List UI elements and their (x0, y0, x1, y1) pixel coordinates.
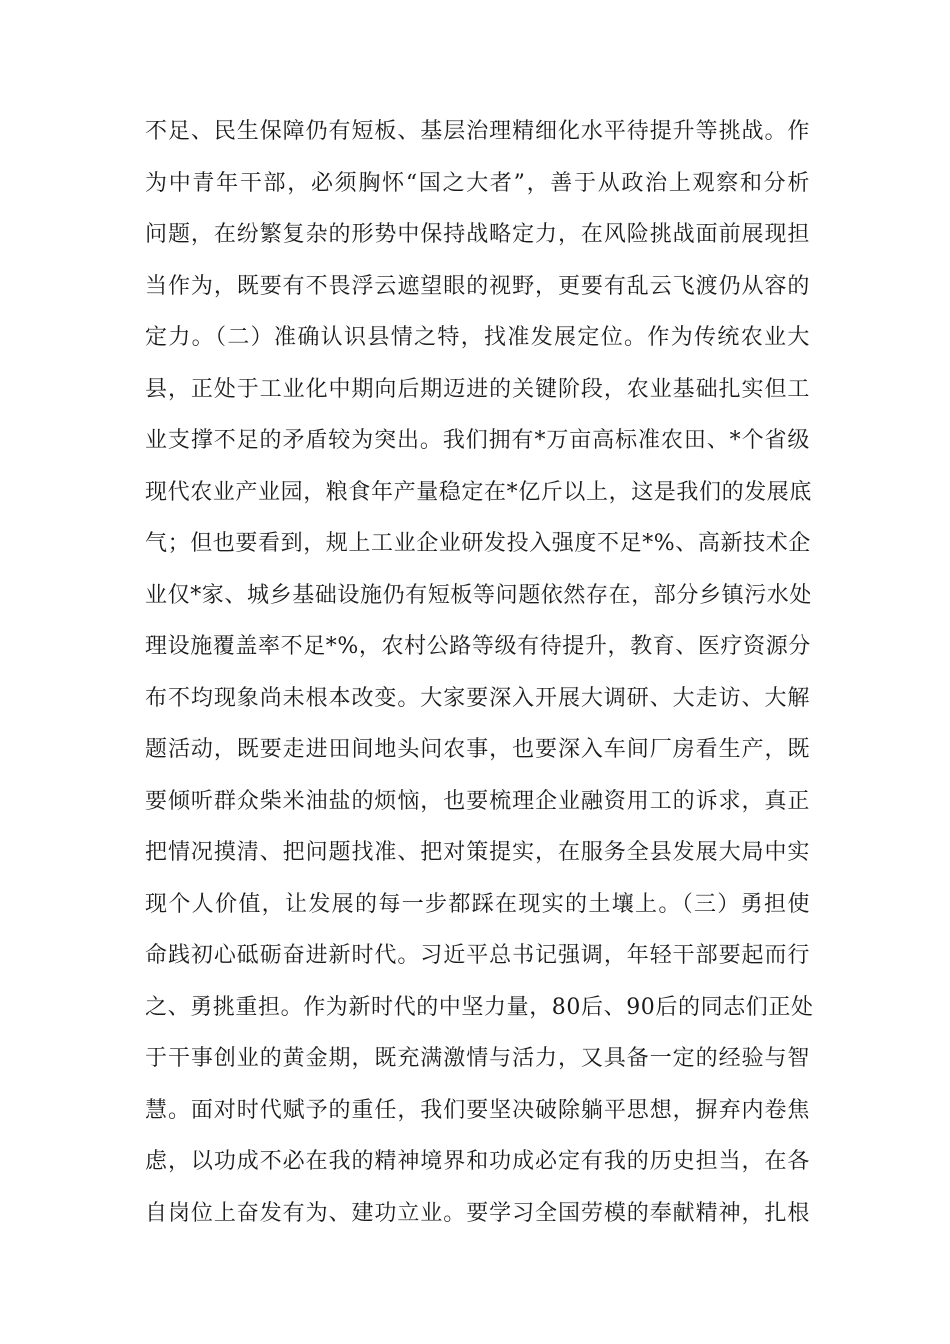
text-line: 把情况摸清、把问题找准、把对策提实，在服务全县发展大局中实 (145, 840, 810, 865)
text-line: 题活动，既要走进田间地头问农事，也要深入车间厂房看生产，既 (145, 737, 810, 762)
text-line: 问题，在纷繁复杂的形势中保持战略定力，在风险挑战面前展现担 (145, 222, 810, 247)
text-line: 理设施覆盖率不足*%，农村公路等级有待提升，教育、医疗资源分 (145, 634, 811, 659)
text-line: 自岗位上奋发有为、建功立业。要学习全国劳模的奉献精神，扎根 (145, 1200, 810, 1226)
text-line: 现代农业产业园，粮食年产量稳定在*亿斤以上，这是我们的发展底 (145, 479, 813, 505)
text-line: 业支撑不足的矛盾较为突出。我们拥有*万亩高标准农田、*个省级 (145, 428, 810, 453)
text-line: 命践初心砥砺奋进新时代。习近平总书记强调，年轻干部要起而行 (145, 943, 810, 968)
text-line: 当作为，既要有不畏浮云遮望眼的视野，更要有乱云飞渡仍从容的 (145, 273, 810, 299)
text-line: 慧。面对时代赋予的重任，我们要坚决破除躺平思想，摒弃内卷焦 (145, 1097, 810, 1123)
text-line: 虑，以功成不必在我的精神境界和功成必定有我的历史担当，在各 (145, 1149, 810, 1174)
body-text (145, 106, 814, 1239)
text-line: 于干事创业的黄金期，既充满激情与活力，又具备一定的经验与智 (145, 1046, 810, 1071)
text-line: 现个人价值，让发展的每一步都踩在现实的土壤上。（三）勇担使 (145, 891, 810, 917)
text-line: 之、勇挑重担。作为新时代的中坚力量，80后、90后的同志们正处 (145, 994, 814, 1020)
text-line: 要倾听群众柴米油盐的烦恼，也要梳理企业融资用工的诉求，真正 (145, 788, 810, 814)
text-line: 为中青年干部，必须胸怀“国之大者”，善于从政治上观察和分析 (145, 170, 810, 196)
text-line: 气；但也要看到，规上工业企业研发投入强度不足*%、高新技术企 (145, 531, 811, 556)
text-line: 布不均现象尚未根本改变。大家要深入开展大调研、大走访、大解 (145, 685, 810, 711)
text-line: 县，正处于工业化中期向后期迈进的关键阶段，农业基础扎实但工 (145, 376, 810, 402)
text-line: 业仅*家、城乡基础设施仍有短板等问题依然存在，部分乡镇污水处 (145, 582, 813, 608)
text-line: 不足、民生保障仍有短板、基层治理精细化水平待提升等挑战。作 (145, 119, 810, 144)
text-line: 定力。（二）准确认识县情之特，找准发展定位。作为传统农业大 (145, 325, 810, 350)
